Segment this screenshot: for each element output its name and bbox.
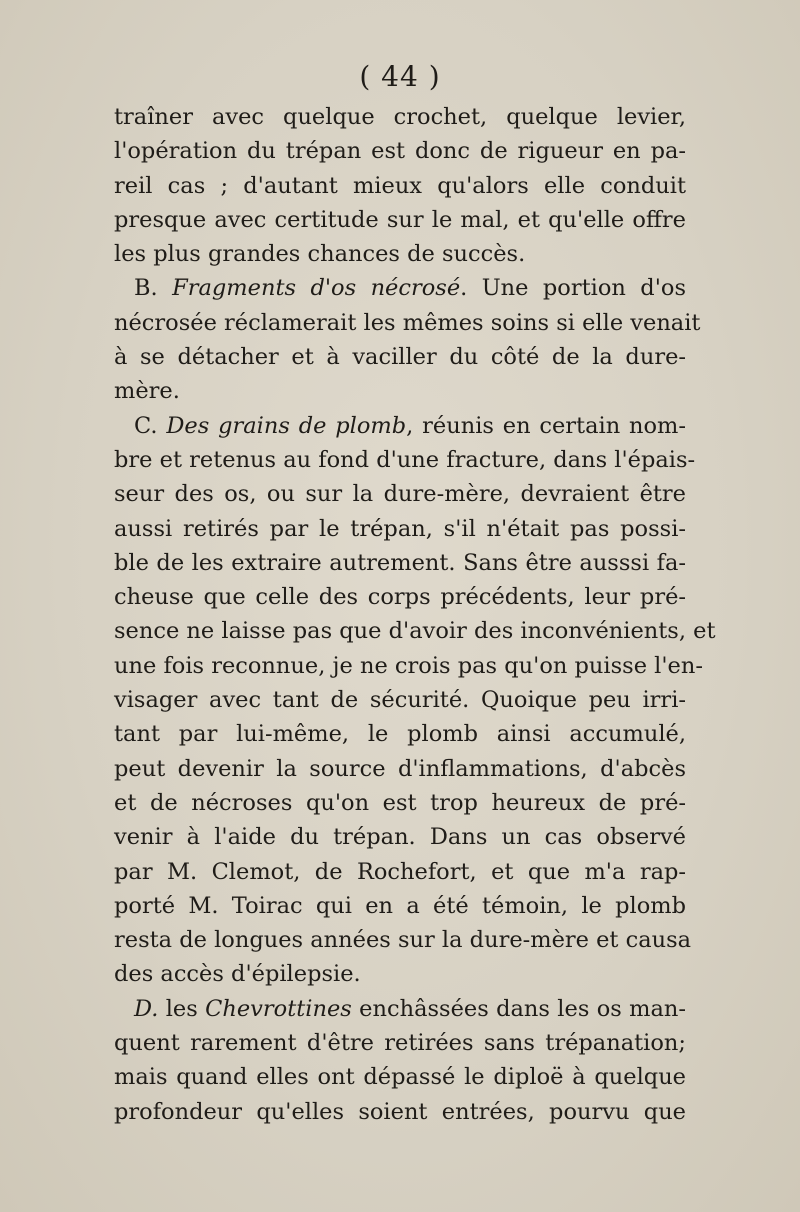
text-run: enchâssées dans les os man-: [351, 995, 686, 1022]
text-line: [114, 786, 686, 820]
text-run: C.: [134, 412, 167, 439]
text-run: quent rarement d'être retirées sans trépanation;: [114, 1030, 686, 1057]
text-run: . Une portion d'os: [460, 275, 686, 302]
text-run: tant par lui-même, le plomb ainsi accumulé,: [114, 721, 686, 748]
text-run: , réunis en certain nom-: [406, 412, 686, 439]
text-run: ble de les extraire autrement. Sans être ausssi fa-: [114, 549, 686, 576]
text-run: cheuse que celle des corps précédents, leur pré-: [114, 584, 686, 611]
text-run: aussi retirés par le trépan, s'il n'était pas possi-: [114, 515, 686, 542]
text-run: seur des os, ou sur la dure-mère, devraient être: [114, 481, 686, 508]
text-run: mère.: [114, 378, 180, 405]
text-line: [114, 409, 686, 443]
text-run: visager avec tant de sécurité. Quoique peu irri-: [114, 687, 686, 714]
text-run: nécrosée réclamerait les mêmes soins si elle venait: [114, 309, 701, 336]
text-line: [114, 237, 686, 271]
text-run: à se détacher et à vaciller du côté de la dure-: [114, 344, 686, 371]
text-run: porté M. Toirac qui en a été témoin, le plomb: [114, 892, 686, 919]
text-line: [114, 820, 686, 854]
text-run: des accès d'épilepsie.: [114, 961, 361, 988]
text-line: [114, 477, 686, 511]
italic-text: Des grains de plomb: [166, 412, 407, 439]
text-line: [114, 683, 686, 717]
text-line: [114, 306, 701, 340]
text-run: les: [158, 995, 206, 1022]
text-line: [114, 614, 716, 648]
text-line: [114, 100, 686, 134]
text-line: [114, 271, 686, 305]
text-line: [114, 717, 686, 751]
text-line: [114, 340, 686, 374]
text-line: [114, 855, 686, 889]
text-run: les plus grandes chances de succès.: [114, 241, 526, 268]
italic-text: D.: [134, 995, 159, 1022]
text-line: [114, 889, 686, 923]
text-run: traîner avec quelque crochet, quelque levier,: [114, 104, 686, 130]
text-line: [114, 134, 686, 168]
text-line: [114, 957, 686, 991]
text-line: [114, 203, 686, 237]
text-run: peut devenir la source d'inflammations, d'abcès: [114, 755, 686, 782]
text-run: profondeur qu'elles soient entrées, pourvu que: [114, 1098, 686, 1125]
text-line: [114, 169, 686, 203]
text-line: [114, 546, 686, 580]
text-run: mais quand elles ont dépassé le diploë à quelque: [114, 1064, 686, 1091]
text-run: reil cas ; d'autant mieux qu'alors elle conduit: [114, 172, 686, 199]
text-run: une fois reconnue, je ne crois pas qu'on puisse l'en-: [114, 652, 703, 679]
text-line: [114, 512, 686, 546]
text-line: [114, 374, 686, 408]
text-run: resta de longues années sur la dure-mère et causa: [114, 927, 692, 954]
text-run: venir à l'aide du trépan. Dans un cas observé: [114, 824, 686, 851]
text-run: et de nécroses qu'on est trop heureux de pré-: [114, 789, 686, 816]
text-line: [114, 1060, 686, 1094]
text-run: presque avec certitude sur le mal, et qu'elle offre: [114, 206, 686, 233]
text-line: [114, 923, 692, 957]
text-line: [114, 443, 696, 477]
italic-text: Fragments d'os nécrosé: [172, 275, 461, 302]
italic-text: Chevrottines: [205, 995, 352, 1022]
text-line: [114, 580, 686, 614]
body-text: [114, 100, 716, 1129]
text-line: [114, 752, 686, 786]
text-line: [114, 992, 686, 1026]
text-run: bre et retenus au fond d'une fracture, dans l'épais-: [114, 446, 696, 473]
text-run: B.: [134, 275, 173, 302]
text-run: par M. Clemot, de Rochefort, et que m'a rap-: [114, 858, 686, 885]
text-run: l'opération du trépan est donc de rigueur en pa-: [114, 138, 686, 165]
text-line: [114, 649, 703, 683]
text-line: [114, 1026, 686, 1060]
page-number: ( 44 ): [359, 60, 441, 93]
text-run: sence ne laisse pas que d'avoir des inconvénients, et: [114, 618, 716, 645]
text-line: [114, 1095, 686, 1129]
